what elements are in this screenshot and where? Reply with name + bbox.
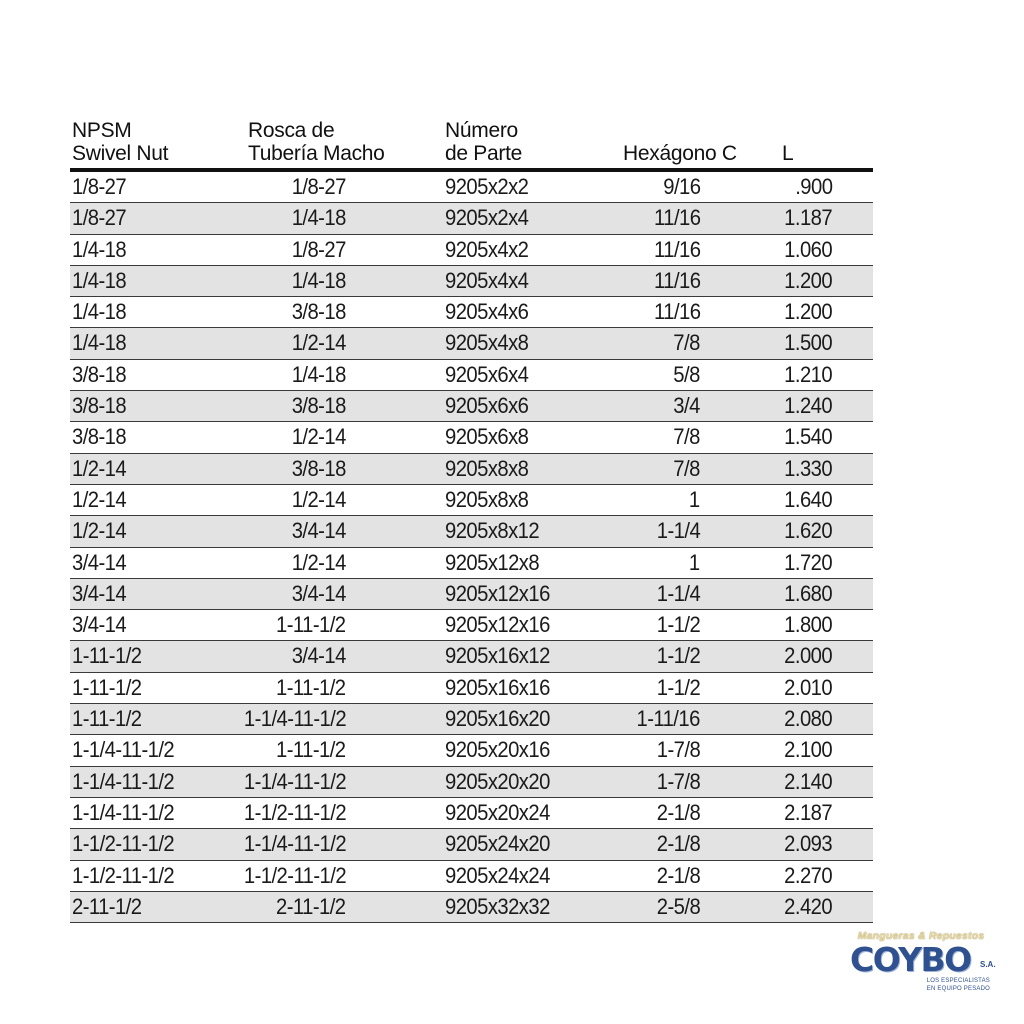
table-row: [70, 829, 873, 860]
cell-part-number: 9205x12x16: [445, 580, 550, 606]
cell-l: 1.620: [784, 518, 832, 544]
cell-part-number: 9205x32x32: [445, 893, 550, 919]
table-row: [70, 454, 873, 485]
cell-l: 1.500: [784, 330, 832, 356]
cell-rosca: 1/8-27: [291, 236, 346, 262]
table-row: [70, 704, 873, 735]
logo-slogan-line2: EN EQUIPO PESADO: [926, 986, 990, 992]
cell-part-number: 9205x8x12: [445, 518, 540, 544]
header-l: [782, 142, 793, 165]
cell-rosca: 1-11-1/2: [276, 674, 346, 700]
cell-hex-c: 2-1/8: [656, 799, 700, 825]
cell-hex-c: 11/16: [653, 299, 700, 325]
cell-rosca: 1-1/4-11-1/2: [243, 831, 346, 857]
cell-npsm: 3/4-14: [72, 580, 127, 606]
cell-hex-c: 7/8: [673, 424, 700, 450]
cell-l: 2.187: [784, 799, 832, 825]
cell-rosca: 3/4-14: [291, 580, 346, 606]
table-header: [70, 118, 873, 172]
logo-tagline: Mangueras & Repuestos: [857, 930, 985, 942]
cell-rosca: 1-1/2-11-1/2: [243, 862, 346, 888]
cell-rosca: 1-11-1/2: [276, 737, 346, 763]
cell-part-number: 9205x4x8: [445, 330, 529, 356]
cell-npsm: 1-1/4-11-1/2: [72, 799, 175, 825]
cell-npsm: 1/8-27: [72, 205, 127, 231]
cell-npsm: 1-11-1/2: [72, 706, 142, 732]
cell-l: 1.800: [784, 612, 832, 638]
cell-part-number: 9205x8x8: [445, 486, 529, 512]
cell-hex-c: 1-1/2: [656, 674, 700, 700]
cell-rosca: 1/4-18: [291, 361, 346, 387]
header-numero-line1: Número: [445, 119, 518, 142]
cell-part-number: 9205x20x24: [445, 799, 550, 825]
table-row: [70, 798, 873, 829]
cell-l: .900: [794, 174, 832, 199]
cell-part-number: 9205x4x4: [445, 267, 529, 293]
cell-hex-c: 1-1/2: [656, 612, 700, 638]
table-row: [70, 172, 873, 203]
coybo-logo: [846, 930, 996, 1000]
cell-npsm: 1/2-14: [72, 455, 127, 481]
cell-part-number: 9205x16x12: [445, 643, 550, 669]
cell-l: 2.010: [784, 674, 832, 700]
cell-l: 2.080: [784, 706, 832, 732]
cell-rosca: 1-1/4-11-1/2: [243, 706, 346, 732]
table-row: [70, 641, 873, 672]
cell-npsm: 2-11-1/2: [72, 893, 142, 919]
cell-npsm: 3/8-18: [72, 361, 127, 387]
cell-npsm: 1/2-14: [72, 486, 127, 512]
cell-npsm: 1/4-18: [72, 299, 127, 325]
header-rosca-line2: Tubería Macho: [248, 142, 385, 165]
cell-l: 1.200: [784, 267, 832, 293]
table-row: [70, 422, 873, 453]
cell-part-number: 9205x12x16: [445, 612, 550, 638]
table-row: [70, 735, 873, 766]
header-numero-parte: [445, 119, 522, 165]
cell-part-number: 9205x4x6: [445, 299, 529, 325]
cell-l: 1.200: [784, 299, 832, 325]
cell-npsm: 1/4-18: [72, 267, 127, 293]
table-body: [70, 172, 873, 923]
cell-l: 2.000: [784, 643, 832, 669]
cell-l: 1.240: [784, 393, 832, 419]
cell-npsm: 1-1/2-11-1/2: [72, 862, 175, 888]
cell-part-number: 9205x2x2: [445, 174, 529, 199]
table-row: [70, 203, 873, 234]
cell-part-number: 9205x24x24: [445, 862, 550, 888]
cell-npsm: 1/4-18: [72, 236, 127, 262]
cell-hex-c: 1-1/4: [656, 518, 700, 544]
cell-part-number: 9205x8x8: [445, 455, 529, 481]
cell-hex-c: 1: [689, 486, 700, 512]
header-l-line2: L: [782, 142, 794, 165]
cell-npsm: 3/4-14: [72, 612, 127, 638]
cell-hex-c: 2-5/8: [656, 893, 700, 919]
cell-rosca: 1-1/4-11-1/2: [243, 768, 346, 794]
cell-npsm: 1-11-1/2: [72, 674, 142, 700]
cell-part-number: 9205x6x4: [445, 361, 529, 387]
logo-suffix: S.A.: [980, 960, 996, 969]
cell-rosca: 1/2-14: [291, 330, 346, 356]
cell-rosca: 1-11-1/2: [276, 612, 346, 638]
cell-hex-c: 1-1/2: [656, 643, 700, 669]
cell-l: 2.140: [784, 768, 832, 794]
cell-npsm: 3/8-18: [72, 424, 127, 450]
cell-rosca: 1/2-14: [291, 486, 346, 512]
cell-npsm: 1-11-1/2: [72, 643, 142, 669]
cell-hex-c: 5/8: [673, 361, 700, 387]
table-row: [70, 767, 873, 798]
table-row: [70, 579, 873, 610]
cell-rosca: 3/4-14: [291, 643, 346, 669]
cell-l: 2.093: [784, 831, 832, 857]
table-row: [70, 892, 873, 923]
cell-part-number: 9205x20x20: [445, 768, 550, 794]
cell-rosca: 1-1/2-11-1/2: [243, 799, 346, 825]
cell-l: 1.187: [784, 205, 832, 231]
cell-hex-c: 1: [689, 549, 700, 575]
cell-rosca: 1/8-27: [291, 174, 346, 199]
table-row: [70, 391, 873, 422]
header-hexagono-c: [623, 142, 737, 165]
table-row: [70, 673, 873, 704]
header-npsm-swivel-nut: [72, 119, 168, 165]
cell-l: 1.720: [784, 549, 832, 575]
cell-npsm: 1/4-18: [72, 330, 127, 356]
cell-rosca: 3/8-18: [291, 455, 346, 481]
cell-npsm: 1-1/4-11-1/2: [72, 737, 175, 763]
table-row: [70, 861, 873, 892]
cell-hex-c: 9/16: [662, 174, 700, 199]
cell-npsm: 1/8-27: [72, 174, 127, 199]
cell-npsm: 3/4-14: [72, 549, 127, 575]
logo-slogan-line1: LOS ESPECIALISTAS: [926, 978, 990, 984]
cell-part-number: 9205x16x20: [445, 706, 550, 732]
table-row: [70, 266, 873, 297]
cell-rosca: 1/4-18: [291, 205, 346, 231]
cell-hex-c: 1-7/8: [656, 737, 700, 763]
table-row: [70, 328, 873, 359]
header-rosca-line1: Rosca de: [248, 119, 335, 142]
cell-rosca: 3/8-18: [291, 393, 346, 419]
header-hexagono-line2: Hexágono C: [623, 142, 737, 165]
table-row: [70, 360, 873, 391]
cell-rosca: 3/8-18: [291, 299, 346, 325]
table-row: [70, 548, 873, 579]
cell-hex-c: 2-1/8: [656, 862, 700, 888]
cell-rosca: 3/4-14: [291, 518, 346, 544]
cell-part-number: 9205x16x16: [445, 674, 550, 700]
cell-npsm: 3/8-18: [72, 393, 127, 419]
cell-hex-c: 7/8: [673, 455, 700, 481]
table-row: [70, 485, 873, 516]
cell-l: 1.330: [784, 455, 832, 481]
cell-part-number: 9205x6x8: [445, 424, 529, 450]
cell-part-number: 9205x4x2: [445, 236, 529, 262]
cell-hex-c: 2-1/8: [656, 831, 700, 857]
cell-l: 1.540: [784, 424, 832, 450]
cell-hex-c: 1-1/4: [656, 580, 700, 606]
cell-hex-c: 11/16: [653, 205, 700, 231]
cell-npsm: 1-1/2-11-1/2: [72, 831, 175, 857]
cell-l: 1.640: [784, 486, 832, 512]
cell-part-number: 9205x20x16: [445, 737, 550, 763]
cell-rosca: 1/2-14: [291, 424, 346, 450]
logo-name: COYBO: [850, 940, 971, 979]
table-row: [70, 235, 873, 266]
cell-rosca: 1/2-14: [291, 549, 346, 575]
cell-rosca: 2-11-1/2: [276, 893, 346, 919]
table-row: [70, 610, 873, 641]
table-row: [70, 516, 873, 547]
cell-l: 1.210: [784, 361, 832, 387]
fittings-spec-table: [70, 118, 873, 923]
cell-part-number: 9205x2x4: [445, 205, 529, 231]
header-npsm-line1: NPSM: [72, 119, 132, 142]
cell-npsm: 1-1/4-11-1/2: [72, 768, 175, 794]
header-rosca-tuberia: [248, 119, 385, 165]
cell-l: 1.680: [784, 580, 832, 606]
header-npsm-line2: Swivel Nut: [72, 142, 169, 165]
table-row: [70, 297, 873, 328]
cell-part-number: 9205x6x6: [445, 393, 529, 419]
cell-rosca: 1/4-18: [291, 267, 346, 293]
cell-l: 2.420: [784, 893, 832, 919]
cell-hex-c: 1-11/16: [636, 706, 700, 732]
cell-hex-c: 11/16: [653, 267, 700, 293]
cell-npsm: 1/2-14: [72, 518, 127, 544]
cell-part-number: 9205x12x8: [445, 549, 540, 575]
cell-hex-c: 3/4: [673, 393, 700, 419]
cell-l: 1.060: [784, 236, 832, 262]
cell-hex-c: 11/16: [653, 236, 700, 262]
cell-hex-c: 1-7/8: [656, 768, 700, 794]
cell-part-number: 9205x24x20: [445, 831, 550, 857]
cell-l: 2.270: [784, 862, 832, 888]
cell-hex-c: 7/8: [673, 330, 700, 356]
header-numero-line2: de Parte: [445, 142, 522, 165]
cell-l: 2.100: [784, 737, 832, 763]
